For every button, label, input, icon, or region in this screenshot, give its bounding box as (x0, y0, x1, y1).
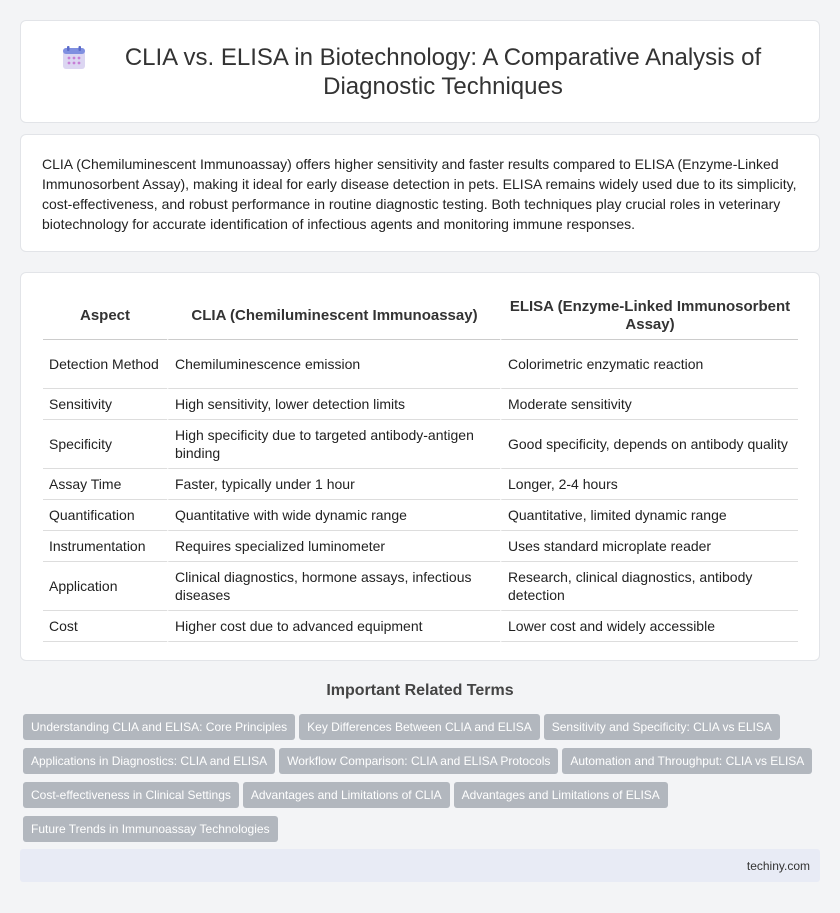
table-cell: Faster, typically under 1 hour (167, 469, 500, 500)
table-cell: Clinical diagnostics, hormone assays, infectious diseases (167, 562, 500, 611)
table-cell: Lower cost and widely accessible (500, 611, 798, 642)
related-term-tag[interactable]: Workflow Comparison: CLIA and ELISA Protocols (279, 748, 558, 774)
table-cell: Sensitivity (43, 389, 167, 420)
related-term-tag[interactable]: Automation and Throughput: CLIA vs ELISA (562, 748, 812, 774)
table-row (43, 562, 798, 611)
table-row (43, 389, 798, 420)
related-term-tag[interactable]: Applications in Diagnostics: CLIA and ELISA (23, 748, 275, 774)
table-row (43, 611, 798, 642)
related-term-tag[interactable]: Advantages and Limitations of ELISA (454, 782, 668, 808)
table-cell: Cost (43, 611, 167, 642)
related-term-tag[interactable]: Sensitivity and Specificity: CLIA vs ELISA (544, 714, 780, 740)
comparison-table (43, 293, 798, 642)
header-clia: CLIA (Chemiluminescent Immunoassay) (167, 293, 500, 340)
table-row (43, 340, 798, 389)
comparison-table-card (20, 272, 820, 661)
related-term-tag[interactable]: Future Trends in Immunoassay Technologies (23, 816, 278, 842)
table-cell: High specificity due to targeted antibody-antigen binding (167, 420, 500, 469)
table-cell: Application (43, 562, 167, 611)
table-cell: Colorimetric enzymatic reaction (500, 340, 798, 389)
intro-paragraph: CLIA (Chemiluminescent Immunoassay) offers higher sensitivity and faster results compared to ELISA (Enzyme-Linked Immunosorbent Assay), making it ideal for early disease detection in pets. ELISA remains widely used due to its simplicity, cost-effectiveness, and robust performance in routine diagnostic testing. Both techniques play crucial roles in veterinary biotechnology for accurate identification of infectious agents and monitoring immune responses. (42, 156, 797, 232)
table-header-row (43, 293, 798, 340)
intro-card (20, 134, 820, 252)
table-cell: Longer, 2-4 hours (500, 469, 798, 500)
footer (20, 849, 820, 882)
table-cell: Uses standard microplate reader (500, 531, 798, 562)
header-elisa: ELISA (Enzyme-Linked Immunosorbent Assay) (500, 293, 798, 340)
table-row (43, 420, 798, 469)
header-aspect: Aspect (43, 293, 167, 340)
table-cell: Research, clinical diagnostics, antibody detection (500, 562, 798, 611)
table-cell: Instrumentation (43, 531, 167, 562)
calendar-icon (61, 45, 87, 71)
table-row (43, 469, 798, 500)
table-cell: Quantitative with wide dynamic range (167, 500, 500, 531)
table-cell: Quantification (43, 500, 167, 531)
table-cell: High sensitivity, lower detection limits (167, 389, 500, 420)
related-term-tag[interactable]: Advantages and Limitations of CLIA (243, 782, 450, 808)
table-cell: Specificity (43, 420, 167, 469)
table-cell: Requires specialized luminometer (167, 531, 500, 562)
table-cell: Assay Time (43, 469, 167, 500)
table-cell: Detection Method (43, 340, 167, 389)
related-terms-list (23, 714, 823, 850)
related-terms-title: Important Related Terms (326, 682, 514, 699)
table-cell: Chemiluminescence emission (167, 340, 500, 389)
table-cell: Quantitative, limited dynamic range (500, 500, 798, 531)
table-cell: Moderate sensitivity (500, 389, 798, 420)
table-cell: Good specificity, depends on antibody quality (500, 420, 798, 469)
footer-site-link[interactable]: techiny.com (746, 858, 810, 873)
page-title: CLIA vs. ELISA in Biotechnology: A Comparative Analysis of Diagnostic Techniques (124, 43, 762, 100)
related-term-tag[interactable]: Key Differences Between CLIA and ELISA (299, 714, 540, 740)
related-term-tag[interactable]: Understanding CLIA and ELISA: Core Principles (23, 714, 295, 740)
table-cell: Higher cost due to advanced equipment (167, 611, 500, 642)
title-card (20, 20, 820, 123)
table-row (43, 500, 798, 531)
table-row (43, 531, 798, 562)
related-term-tag[interactable]: Cost-effectiveness in Clinical Settings (23, 782, 239, 808)
